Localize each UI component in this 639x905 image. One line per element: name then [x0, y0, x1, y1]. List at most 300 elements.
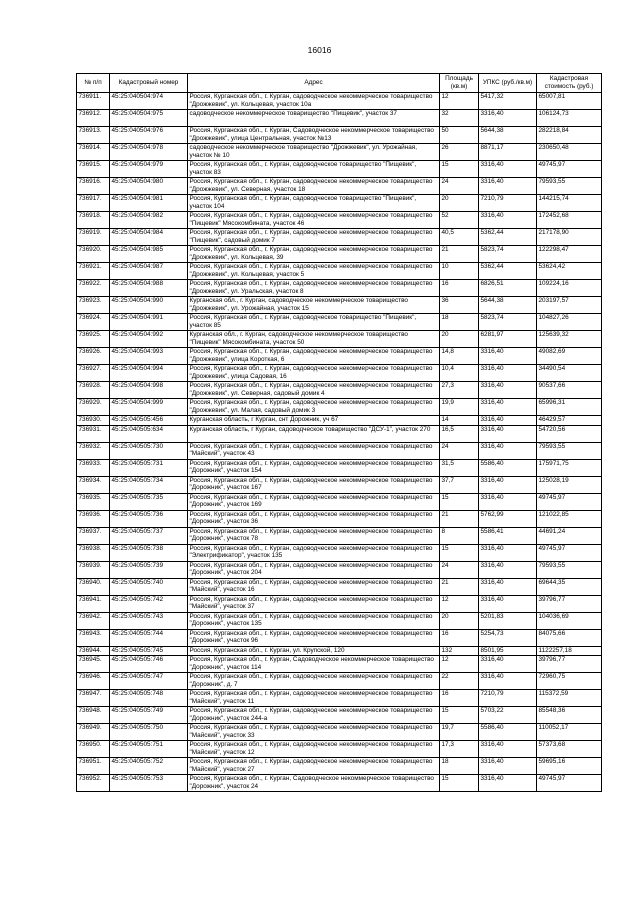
- address-cell: Россия, Курганская обл., г. Курган, садоводческое некоммерческое товарищество "Электрификатор", участок 135: [188, 544, 440, 561]
- area-cell: 37,7: [440, 476, 479, 493]
- upks-cell: 5644,38: [479, 297, 537, 314]
- upks-cell: 3316,40: [479, 741, 537, 758]
- row-number-cell: 736924.: [77, 314, 110, 331]
- table-row: [77, 656, 602, 673]
- cadastral-number-cell: 45:25:040504:980: [110, 178, 188, 195]
- cadastral-number-cell: 45:25:040504:976: [110, 127, 188, 144]
- row-number-cell: 736943.: [77, 629, 110, 646]
- upks-cell: 8501,95: [479, 646, 537, 656]
- header-cadastral-cost: Кадастровая стоимость (руб.): [537, 74, 602, 93]
- row-number-cell: 736934.: [77, 476, 110, 493]
- cadastral-cost-cell: 230650,48: [537, 144, 602, 161]
- area-cell: 8: [440, 527, 479, 544]
- table-row: [77, 348, 602, 365]
- area-cell: 50: [440, 127, 479, 144]
- area-cell: 31,5: [440, 459, 479, 476]
- address-cell: Россия, Курганская обл., г. Курган, садоводческое некоммерческое товарищество "Дорожник", участок 167: [188, 476, 440, 493]
- table-row: [77, 476, 602, 493]
- table-row: [77, 442, 602, 459]
- area-cell: 20: [440, 331, 479, 348]
- row-number-cell: 736917.: [77, 195, 110, 212]
- cadastral-number-cell: 45:25:040504:999: [110, 399, 188, 416]
- table-row: [77, 280, 602, 297]
- table-row: [77, 314, 602, 331]
- cadastral-cost-cell: 79593,55: [537, 178, 602, 195]
- area-cell: 52: [440, 212, 479, 229]
- cadastral-cost-cell: 46429,57: [537, 416, 602, 426]
- row-number-cell: 736929.: [77, 399, 110, 416]
- upks-cell: 3316,40: [479, 561, 537, 578]
- cadastral-cost-cell: 104827,26: [537, 314, 602, 331]
- area-cell: 10: [440, 263, 479, 280]
- cadastral-number-cell: 45:25:040504:979: [110, 161, 188, 178]
- cadastral-cost-cell: 79593,55: [537, 561, 602, 578]
- area-cell: 27,3: [440, 382, 479, 399]
- cadastral-number-cell: 45:25:040504:987: [110, 263, 188, 280]
- upks-cell: 3316,40: [479, 110, 537, 127]
- upks-cell: 5417,32: [479, 93, 537, 110]
- cadastral-number-cell: 45:25:040505:740: [110, 578, 188, 595]
- address-cell: Россия, Курганская обл., г. Курган, садоводческое некоммерческое товарищество "Дрожжевик", ул. Северная, участок 18: [188, 178, 440, 195]
- table-row: [77, 212, 602, 229]
- address-cell: Курганская обл., г. Курган, садоводческое некоммерческое товарищество "Дрожжевик", ул. Урожайная, участок 15: [188, 297, 440, 314]
- row-number-cell: 736940.: [77, 578, 110, 595]
- upks-cell: 5201,83: [479, 612, 537, 629]
- cadastral-number-cell: 45:25:040505:456: [110, 416, 188, 426]
- address-cell: Россия, Курганская обл., г. Курган, Садоводческое некоммерческое товарищество "Дорожник", участок 24: [188, 775, 440, 792]
- cadastral-number-cell: 45:25:040504:985: [110, 246, 188, 263]
- row-number-cell: 736948.: [77, 707, 110, 724]
- address-cell: Россия, Курганская обл., г. Курган, садоводческое некоммерческое товарищество "Дорожник", д. 7: [188, 673, 440, 690]
- table-row: [77, 195, 602, 212]
- table-row: [77, 561, 602, 578]
- table-row: [77, 365, 602, 382]
- row-number-cell: 736942.: [77, 612, 110, 629]
- area-cell: 16: [440, 629, 479, 646]
- row-number-cell: 736916.: [77, 178, 110, 195]
- cadastral-cost-cell: 72960,75: [537, 673, 602, 690]
- table-row: [77, 229, 602, 246]
- cadastral-number-cell: 45:25:040504:991: [110, 314, 188, 331]
- address-cell: Россия, Курганская обл., г. Курган, садоводческое некоммерческое товарищество "Пищевик" Мясокомбината, участок 46: [188, 212, 440, 229]
- address-cell: Россия, Курганская обл., г. Курган, садоводческое некоммерческое товарищество "Пищевик", садовый домик 7: [188, 229, 440, 246]
- table-row: [77, 399, 602, 416]
- table-row: [77, 178, 602, 195]
- table-row: [77, 741, 602, 758]
- address-cell: Россия, Курганская обл., г. Курган, садоводческое некоммерческое товарищество "Майский", участок 12: [188, 741, 440, 758]
- cadastral-number-cell: 45:25:040505:747: [110, 673, 188, 690]
- upks-cell: 5586,41: [479, 527, 537, 544]
- table-row: [77, 544, 602, 561]
- cadastral-cost-cell: 122298,47: [537, 246, 602, 263]
- upks-cell: 3316,40: [479, 595, 537, 612]
- row-number-cell: 736919.: [77, 229, 110, 246]
- address-cell: Россия, Курганская обл., г. Курган, садоводческое некоммерческое товарищество "Дорожник", участок 204: [188, 561, 440, 578]
- cadastral-number-cell: 45:25:040504:993: [110, 348, 188, 365]
- cadastral-cost-cell: 39796,77: [537, 656, 602, 673]
- area-cell: 14,8: [440, 348, 479, 365]
- table-row: [77, 416, 602, 426]
- row-number-cell: 736915.: [77, 161, 110, 178]
- area-cell: 24: [440, 178, 479, 195]
- cadastral-cost-cell: 65007,81: [537, 93, 602, 110]
- upks-cell: 5823,74: [479, 246, 537, 263]
- area-cell: 22: [440, 673, 479, 690]
- row-number-cell: 736938.: [77, 544, 110, 561]
- cadastral-cost-cell: 109224,16: [537, 280, 602, 297]
- row-number-cell: 736932.: [77, 442, 110, 459]
- area-cell: 16: [440, 280, 479, 297]
- cadastral-cost-cell: 110052,17: [537, 724, 602, 741]
- cadastral-number-cell: 45:25:040504:982: [110, 212, 188, 229]
- row-number-cell: 736945.: [77, 656, 110, 673]
- area-cell: 21: [440, 246, 479, 263]
- header-cadastral-number: Кадастровый номер: [110, 74, 188, 93]
- row-number-cell: 736926.: [77, 348, 110, 365]
- cadastral-cost-cell: 90537,66: [537, 382, 602, 399]
- cadastral-number-cell: 45:25:040504:981: [110, 195, 188, 212]
- area-cell: 12: [440, 595, 479, 612]
- address-cell: Курганская обл., г. Курган, садоводческое некоммерческое товарищество "Пищевик" Мясокомбината, участок 50: [188, 331, 440, 348]
- cadastral-cost-cell: 106124,73: [537, 110, 602, 127]
- cadastral-cost-cell: 49082,69: [537, 348, 602, 365]
- area-cell: 14: [440, 416, 479, 426]
- upks-cell: 3316,40: [479, 673, 537, 690]
- upks-cell: 3316,40: [479, 493, 537, 510]
- table-row: [77, 93, 602, 110]
- table-row: [77, 527, 602, 544]
- table-row: [77, 707, 602, 724]
- upks-cell: 5703,22: [479, 707, 537, 724]
- table-body: [77, 93, 602, 792]
- row-number-cell: 736949.: [77, 724, 110, 741]
- address-cell: садоводческое некоммерческое товарищество "Дрожжевик", ул. Урожайная, участок № 10: [188, 144, 440, 161]
- row-number-cell: 736922.: [77, 280, 110, 297]
- address-cell: Курганская область, г Курган, садоводческое товарищество "ДСУ-1", участок 270: [188, 425, 440, 442]
- upks-cell: 5362,44: [479, 229, 537, 246]
- cadastral-number-cell: 45:25:040504:974: [110, 93, 188, 110]
- address-cell: садоводческое некоммерческое товарищество "Пищевик", участок 37: [188, 110, 440, 127]
- address-cell: Россия, Курганская обл., г. Курган, садоводческое товарищество "Пищевик", участок 104: [188, 195, 440, 212]
- cadastral-cost-cell: 49745,97: [537, 544, 602, 561]
- upks-cell: 3316,40: [479, 544, 537, 561]
- table-row: [77, 690, 602, 707]
- cadastral-cost-cell: 144215,74: [537, 195, 602, 212]
- area-cell: 15: [440, 775, 479, 792]
- upks-cell: 5254,73: [479, 629, 537, 646]
- table-row: [77, 127, 602, 144]
- upks-cell: 3316,40: [479, 399, 537, 416]
- area-cell: 12: [440, 93, 479, 110]
- cadastral-cost-cell: 49745,97: [537, 493, 602, 510]
- area-cell: 21: [440, 510, 479, 527]
- cadastral-cost-cell: 39796,77: [537, 595, 602, 612]
- row-number-cell: 736951.: [77, 758, 110, 775]
- table-row: [77, 629, 602, 646]
- cadastral-number-cell: 45:25:040505:748: [110, 690, 188, 707]
- row-number-cell: 736933.: [77, 459, 110, 476]
- cadastral-cost-cell: 175971,75: [537, 459, 602, 476]
- area-cell: 24: [440, 561, 479, 578]
- row-number-cell: 736944.: [77, 646, 110, 656]
- table-row: [77, 775, 602, 792]
- area-cell: 26: [440, 144, 479, 161]
- cadastral-number-cell: 45:25:040505:739: [110, 561, 188, 578]
- area-cell: 16,5: [440, 425, 479, 442]
- table-row: [77, 246, 602, 263]
- address-cell: Россия, Курганская обл., г. Курган, садоводческое некоммерческое товарищество "Дрожжевик", ул. Кольцевая, участок 10а: [188, 93, 440, 110]
- area-cell: 21: [440, 578, 479, 595]
- row-number-cell: 736952.: [77, 775, 110, 792]
- upks-cell: 3316,40: [479, 416, 537, 426]
- upks-cell: 3316,40: [479, 348, 537, 365]
- cadastral-cost-cell: 125639,32: [537, 331, 602, 348]
- cadastral-number-cell: 45:25:040505:743: [110, 612, 188, 629]
- cadastral-number-cell: 45:25:040505:737: [110, 527, 188, 544]
- cadastral-cost-cell: 53624,42: [537, 263, 602, 280]
- upks-cell: 7210,79: [479, 195, 537, 212]
- cadastral-cost-cell: 79593,55: [537, 442, 602, 459]
- table-row: [77, 161, 602, 178]
- row-number-cell: 736913.: [77, 127, 110, 144]
- row-number-cell: 736930.: [77, 416, 110, 426]
- cadastral-number-cell: 45:25:040505:730: [110, 442, 188, 459]
- table-row: [77, 673, 602, 690]
- cadastral-number-cell: 45:25:040504:998: [110, 382, 188, 399]
- row-number-cell: 736921.: [77, 263, 110, 280]
- cadastral-cost-cell: 57373,68: [537, 741, 602, 758]
- address-cell: Россия, Курганская обл., г. Курган, Садоводческое некоммерческое товарищество "Дрожжевик", улица Центральная, участок №13: [188, 127, 440, 144]
- cadastral-number-cell: 45:25:040505:746: [110, 656, 188, 673]
- cadastral-cost-cell: 84075,66: [537, 629, 602, 646]
- area-cell: 18: [440, 314, 479, 331]
- upks-cell: 5586,40: [479, 459, 537, 476]
- table-row: [77, 110, 602, 127]
- table-row: [77, 724, 602, 741]
- row-number-cell: 736928.: [77, 382, 110, 399]
- cadastral-number-cell: 45:25:040505:742: [110, 595, 188, 612]
- row-number-cell: 736936.: [77, 510, 110, 527]
- table-row: [77, 144, 602, 161]
- cadastral-cost-cell: 59695,16: [537, 758, 602, 775]
- address-cell: Россия, Курганская обл., г. Курган, садоводческое некоммерческое товарищество "Дорожник", участок 169: [188, 493, 440, 510]
- cadastral-number-cell: 45:25:040505:753: [110, 775, 188, 792]
- row-number-cell: 736941.: [77, 595, 110, 612]
- area-cell: 40,5: [440, 229, 479, 246]
- upks-cell: 3316,40: [479, 656, 537, 673]
- cadastral-cost-cell: 1122257,18: [537, 646, 602, 656]
- cadastral-number-cell: 45:25:040505:738: [110, 544, 188, 561]
- table-row: [77, 459, 602, 476]
- row-number-cell: 736912.: [77, 110, 110, 127]
- upks-cell: 5762,99: [479, 510, 537, 527]
- cadastral-number-cell: 45:25:040504:978: [110, 144, 188, 161]
- table-row: [77, 382, 602, 399]
- upks-cell: 6826,51: [479, 280, 537, 297]
- address-cell: Россия, Курганская обл., г. Курган, садоводческое некоммерческое товарищество "Дрожжевик", ул. Северная, садовый домик 4: [188, 382, 440, 399]
- cadastral-number-cell: 45:25:040505:735: [110, 493, 188, 510]
- cadastral-cost-cell: 203197,57: [537, 297, 602, 314]
- upks-cell: 5644,38: [479, 127, 537, 144]
- cadastral-number-cell: 45:25:040505:744: [110, 629, 188, 646]
- area-cell: 15: [440, 707, 479, 724]
- cadastral-number-cell: 45:25:040504:990: [110, 297, 188, 314]
- area-cell: 18: [440, 758, 479, 775]
- cadastral-number-cell: 45:25:040504:994: [110, 365, 188, 382]
- cadastral-cost-cell: 49745,97: [537, 775, 602, 792]
- header-address: Адрес: [188, 74, 440, 93]
- upks-cell: 3316,40: [479, 425, 537, 442]
- address-cell: Россия, Курганская обл., г. Курган, Садоводческое некоммерческое товарищество "Дорожник", участок 114: [188, 656, 440, 673]
- row-number-cell: 736914.: [77, 144, 110, 161]
- address-cell: Россия, Курганская обл., г. Курган, садоводческое некоммерческое товарищество "Майский", участок 43: [188, 442, 440, 459]
- table-row: [77, 510, 602, 527]
- area-cell: 10,4: [440, 365, 479, 382]
- address-cell: Россия, Курганская обл., г. Курган, ул. Крупской, 120: [188, 646, 440, 656]
- cadastral-number-cell: 45:25:040505:745: [110, 646, 188, 656]
- cadastral-number-cell: 45:25:040505:736: [110, 510, 188, 527]
- address-cell: Россия, Курганская обл., г. Курган, садоводческое некоммерческое товарищество "Дрожжевик", ул. Уральская, участок 8: [188, 280, 440, 297]
- address-cell: Россия, Курганская обл., г. Курган, садоводческое некоммерческое товарищество "Дорожник", участок 36: [188, 510, 440, 527]
- cadastral-cost-cell: 104036,69: [537, 612, 602, 629]
- cadastral-table: [76, 73, 602, 792]
- address-cell: Россия, Курганская обл., г. Курган, садоводческое некоммерческое товарищество "Дорожник", участок 78: [188, 527, 440, 544]
- upks-cell: 3316,40: [479, 578, 537, 595]
- row-number-cell: 736950.: [77, 741, 110, 758]
- cadastral-cost-cell: 49745,97: [537, 161, 602, 178]
- area-cell: 16: [440, 690, 479, 707]
- address-cell: Россия, Курганская обл., г. Курган, садоводческое некоммерческое товарищество "Майский", участок 37: [188, 595, 440, 612]
- area-cell: 36: [440, 297, 479, 314]
- area-cell: 15: [440, 161, 479, 178]
- area-cell: 32: [440, 110, 479, 127]
- address-cell: Россия, Курганская обл., г. Курган, садоводческое некоммерческое товарищество "Майский", участок 33: [188, 724, 440, 741]
- area-cell: 20: [440, 612, 479, 629]
- cadastral-cost-cell: 172452,68: [537, 212, 602, 229]
- upks-cell: 3316,40: [479, 178, 537, 195]
- row-number-cell: 736918.: [77, 212, 110, 229]
- upks-cell: 3316,40: [479, 476, 537, 493]
- upks-cell: 3316,40: [479, 382, 537, 399]
- table-row: [77, 297, 602, 314]
- row-number-cell: 736947.: [77, 690, 110, 707]
- row-number-cell: 736920.: [77, 246, 110, 263]
- address-cell: Россия, Курганская обл., г. Курган, садоводческое некоммерческое товарищество "Дрожжевик", ул. Малая, садовый домик 3: [188, 399, 440, 416]
- upks-cell: 7210,79: [479, 690, 537, 707]
- cadastral-cost-cell: 121022,85: [537, 510, 602, 527]
- row-number-cell: 736925.: [77, 331, 110, 348]
- table-row: [77, 425, 602, 442]
- table-header-row: [77, 74, 602, 93]
- cadastral-number-cell: 45:25:040504:984: [110, 229, 188, 246]
- address-cell: Россия, Курганская обл., г. Курган, садоводческое некоммерческое товарищество "Дрожжевик", ул. Кольцевая, участок 5: [188, 263, 440, 280]
- table-row: [77, 595, 602, 612]
- area-cell: 15: [440, 493, 479, 510]
- row-number-cell: 736935.: [77, 493, 110, 510]
- table-row: [77, 612, 602, 629]
- cadastral-cost-cell: 69644,35: [537, 578, 602, 595]
- row-number-cell: 736931.: [77, 425, 110, 442]
- cadastral-number-cell: 45:25:040505:749: [110, 707, 188, 724]
- row-number-cell: 736937.: [77, 527, 110, 544]
- area-cell: 132: [440, 646, 479, 656]
- upks-cell: 3316,40: [479, 775, 537, 792]
- area-cell: 17,3: [440, 741, 479, 758]
- row-number-cell: 736923.: [77, 297, 110, 314]
- address-cell: Россия, Курганская обл., г. Курган, садоводческое некоммерческое товарищество "Дорожник", участок 135: [188, 612, 440, 629]
- address-cell: Россия, Курганская обл., г. Курган, садоводческое некоммерческое товарищество "Дорожник", участок 96: [188, 629, 440, 646]
- cadastral-number-cell: 45:25:040505:731: [110, 459, 188, 476]
- address-cell: Россия, Курганская обл., г. Курган, садоводческое товарищество "Пищевик", участок 83: [188, 161, 440, 178]
- address-cell: Россия, Курганская обл., г. Курган, садоводческое некоммерческое товарищество "Майский", участок 27: [188, 758, 440, 775]
- address-cell: Россия, Курганская обл., г. Курган, садоводческое некоммерческое товарищество "Дрожжевик", улица Садовая, 16: [188, 365, 440, 382]
- table-row: [77, 493, 602, 510]
- row-number-cell: 736911.: [77, 93, 110, 110]
- cadastral-number-cell: 45:25:040505:750: [110, 724, 188, 741]
- cadastral-cost-cell: 125028,19: [537, 476, 602, 493]
- cadastral-cost-cell: 54720,56: [537, 425, 602, 442]
- table-row: [77, 646, 602, 656]
- area-cell: 19,9: [440, 399, 479, 416]
- row-number-cell: 736946.: [77, 673, 110, 690]
- upks-cell: 8871,17: [479, 144, 537, 161]
- upks-cell: 3316,40: [479, 161, 537, 178]
- row-number-cell: 736927.: [77, 365, 110, 382]
- upks-cell: 5586,40: [479, 724, 537, 741]
- table-row: [77, 578, 602, 595]
- upks-cell: 6281,97: [479, 331, 537, 348]
- cadastral-number-cell: 45:25:040505:752: [110, 758, 188, 775]
- address-cell: Россия, Курганская обл., г. Курган, садоводческое некоммерческое товарищество "Дрожжевик", ул. Кольцевая, 39: [188, 246, 440, 263]
- upks-cell: 3316,40: [479, 758, 537, 775]
- address-cell: Россия, Курганская обл., г. Курган, садоводческое некоммерческое товарищество "Майский", участок 16: [188, 578, 440, 595]
- table-row: [77, 331, 602, 348]
- cadastral-cost-cell: 115372,59: [537, 690, 602, 707]
- cadastral-number-cell: 45:25:040505:751: [110, 741, 188, 758]
- cadastral-number-cell: 45:25:040504:992: [110, 331, 188, 348]
- cadastral-number-cell: 45:25:040505:634: [110, 425, 188, 442]
- header-number: № п/п: [77, 74, 110, 93]
- address-cell: Россия, Курганская обл., г. Курган, садоводческое некоммерческое товарищество "Дорожник", участок 244-а: [188, 707, 440, 724]
- cadastral-cost-cell: 44691,24: [537, 527, 602, 544]
- address-cell: Курганская область, г Курган, снт Дорожник, уч 67: [188, 416, 440, 426]
- upks-cell: 5823,74: [479, 314, 537, 331]
- address-cell: Россия, Курганская обл., г. Курган, садоводческое товарищество "Пищевик", участок 85: [188, 314, 440, 331]
- area-cell: 19,7: [440, 724, 479, 741]
- cadastral-number-cell: 45:25:040504:988: [110, 280, 188, 297]
- cadastral-cost-cell: 34490,54: [537, 365, 602, 382]
- upks-cell: 3316,40: [479, 212, 537, 229]
- table-row: [77, 758, 602, 775]
- area-cell: 15: [440, 544, 479, 561]
- address-cell: Россия, Курганская обл., г. Курган, садоводческое некоммерческое товарищество "Дорожник", участок 154: [188, 459, 440, 476]
- cadastral-cost-cell: 65996,31: [537, 399, 602, 416]
- area-cell: 12: [440, 656, 479, 673]
- row-number-cell: 736939.: [77, 561, 110, 578]
- area-cell: 20: [440, 195, 479, 212]
- cadastral-number-cell: 45:25:040505:734: [110, 476, 188, 493]
- cadastral-cost-cell: 85548,36: [537, 707, 602, 724]
- upks-cell: 3316,40: [479, 442, 537, 459]
- address-cell: Россия, Курганская обл., г. Курган, садоводческое некоммерческое товарищество "Дрожжевик", улица Короткая, 6: [188, 348, 440, 365]
- page-number: 16016: [307, 45, 332, 55]
- upks-cell: 5362,44: [479, 263, 537, 280]
- header-area: Площадь (кв.м): [440, 74, 479, 93]
- table-row: [77, 263, 602, 280]
- cadastral-cost-cell: 282218,84: [537, 127, 602, 144]
- area-cell: 24: [440, 442, 479, 459]
- upks-cell: 3316,40: [479, 365, 537, 382]
